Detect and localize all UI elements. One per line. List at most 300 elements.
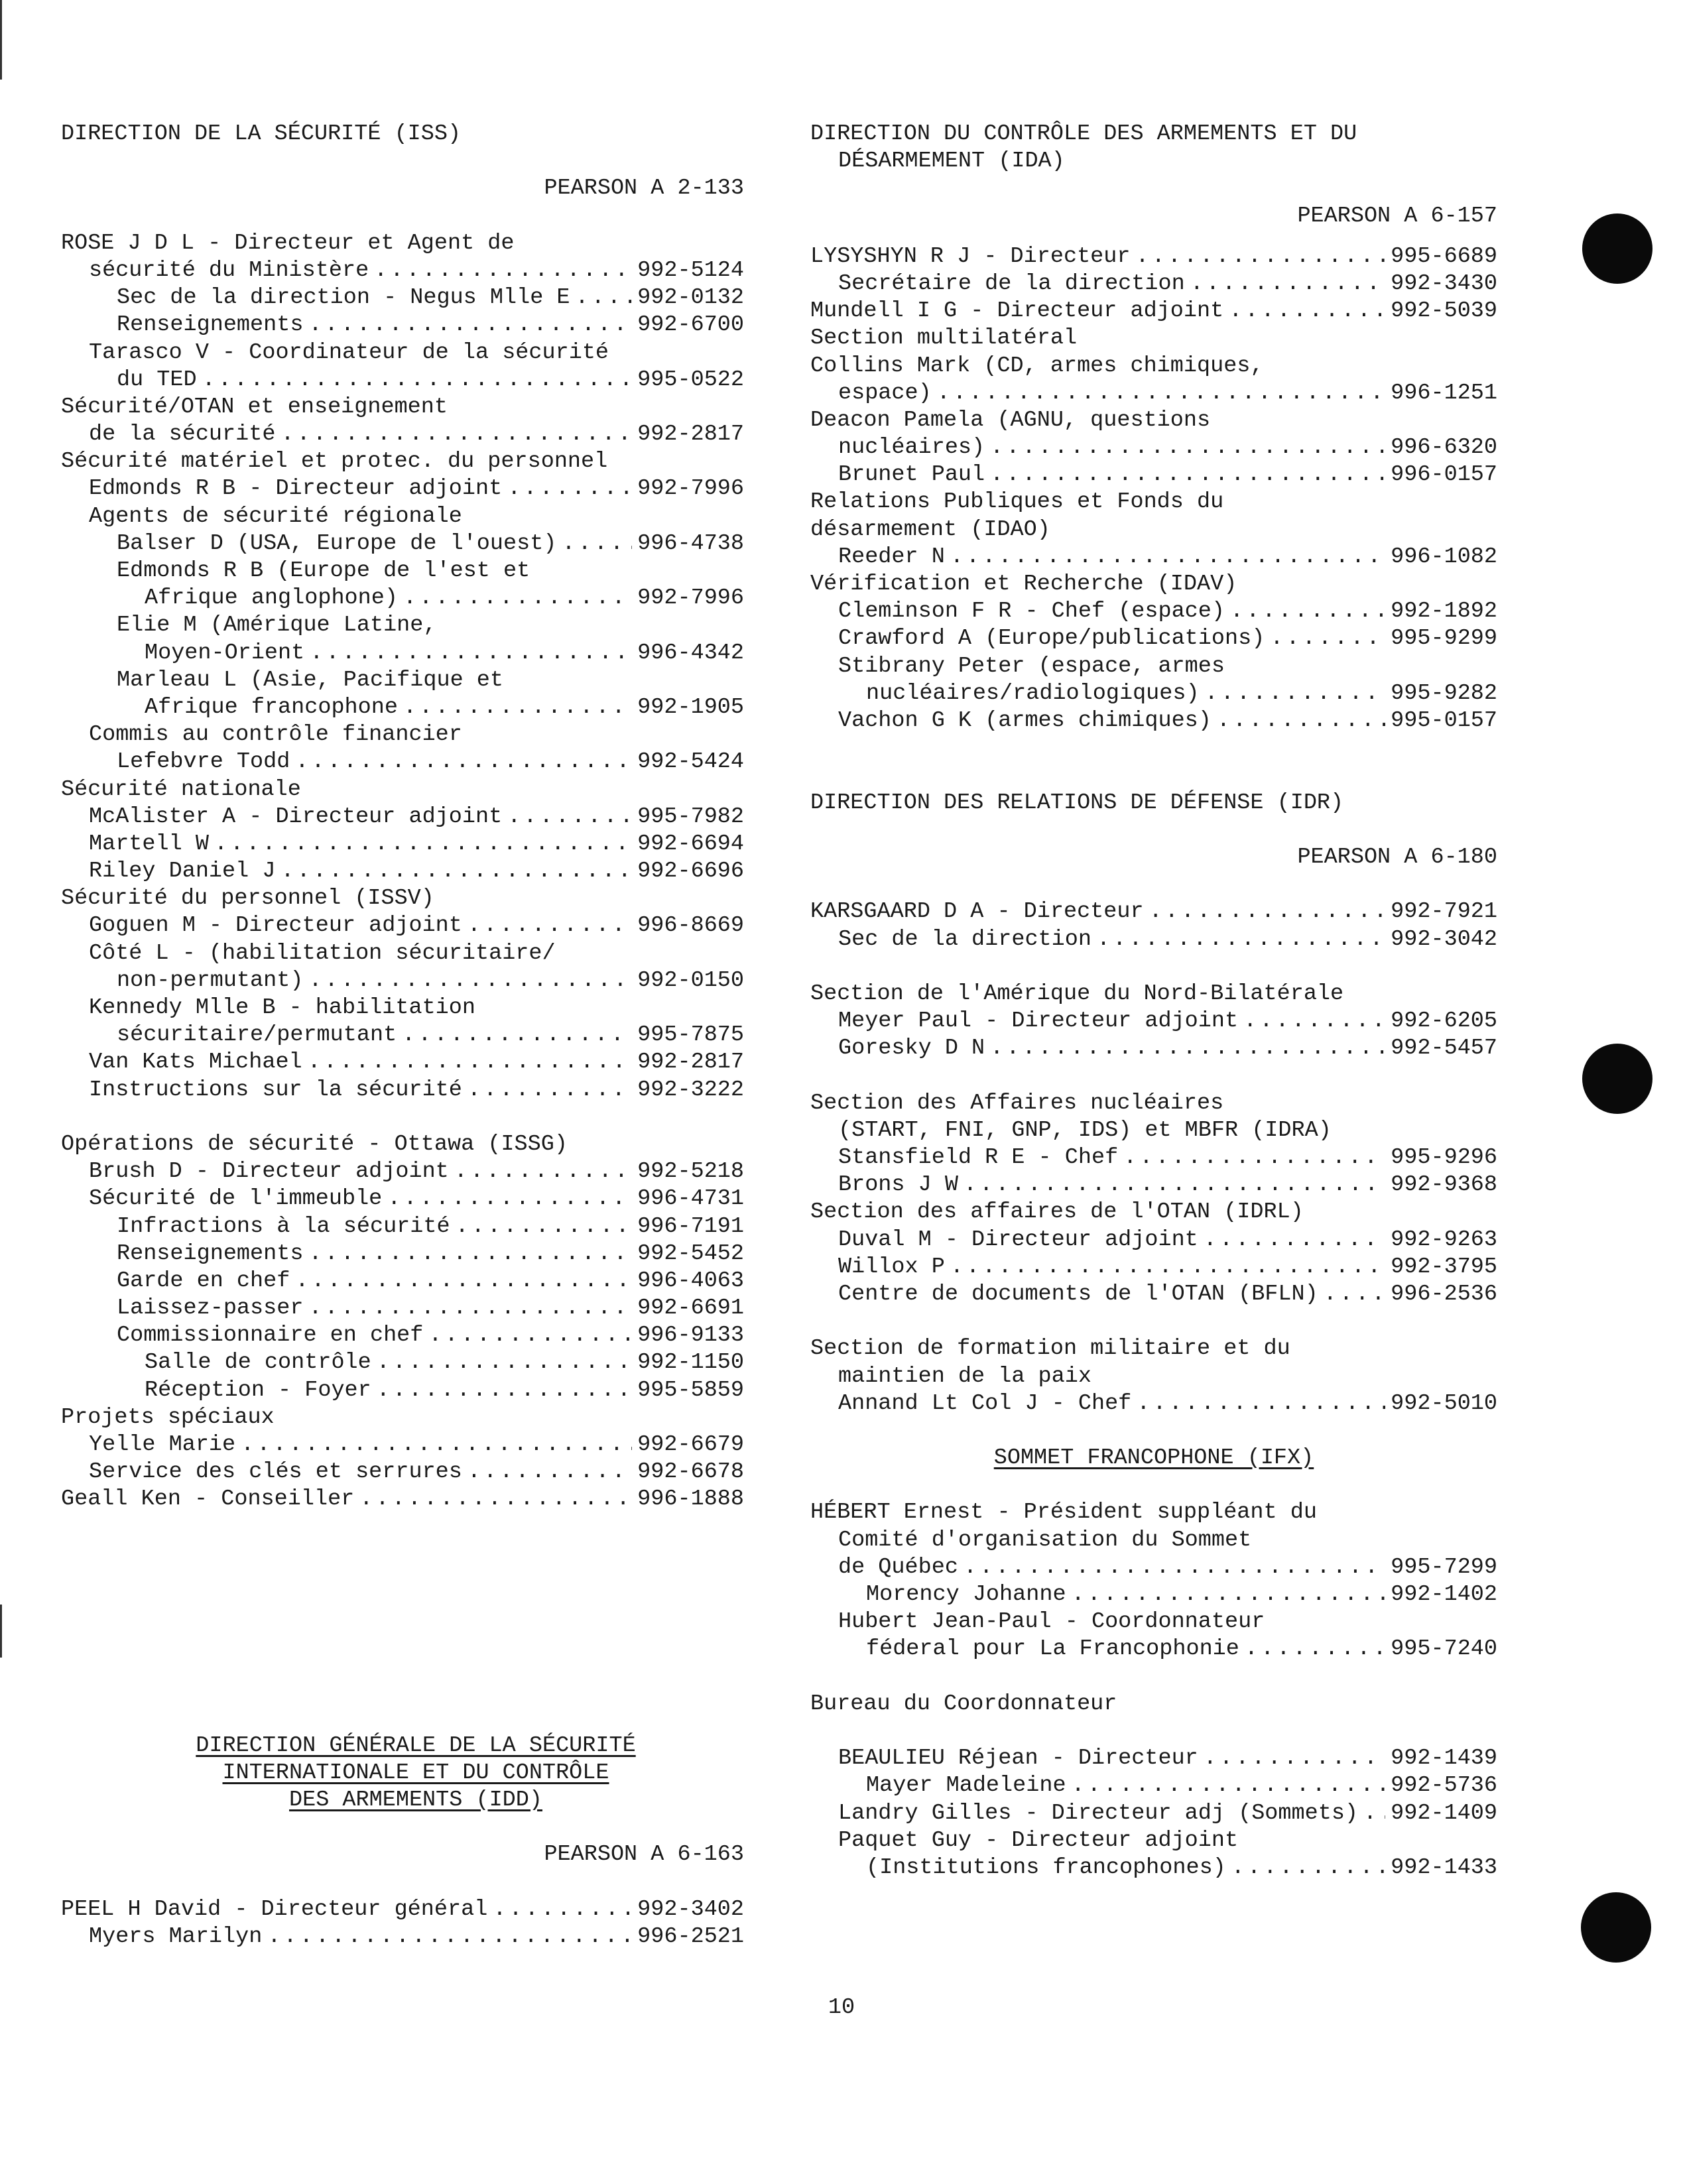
directory-heading-line: Sécurité du personnel (ISSV): [61, 886, 434, 912]
dot-leader: [468, 1459, 632, 1486]
entry-phone: 995-0522: [637, 367, 744, 393]
section-title-idd-line: INTERNATIONALE ET DU CONTRÔLE: [222, 1760, 609, 1786]
entry-phone: 995-6689: [1391, 243, 1497, 269]
entry-phone: 992-5124: [637, 257, 744, 283]
section-title-idr: DIRECTION DES RELATIONS DE DÉFENSE (IDR): [810, 790, 1344, 816]
directory-entry: [810, 544, 1497, 571]
directory-entry: [61, 1213, 744, 1241]
directory-heading-line: Relations Publiques et Fonds du: [810, 489, 1224, 515]
entry-name: Balser D (USA, Europe de l'ouest): [117, 530, 557, 556]
entry-phone: 992-5457: [1391, 1036, 1497, 1062]
entry-name: Garde en chef: [117, 1268, 290, 1294]
directory-entry: [61, 1049, 744, 1076]
entry-phone: 992-6700: [637, 312, 744, 338]
directory-entry: [810, 707, 1497, 735]
dot-leader: [1229, 298, 1385, 325]
directory-entry: [810, 1854, 1497, 1882]
entry-name: Service des clés et serrures: [89, 1459, 462, 1485]
directory-entry: [810, 1390, 1497, 1418]
entry-phone: 996-2521: [637, 1923, 744, 1949]
directory-entry: [810, 271, 1497, 298]
directory-entry: [810, 1035, 1497, 1062]
entry-phone: 992-0132: [637, 285, 744, 311]
entry-phone: 995-9299: [1391, 626, 1497, 652]
location-ida: PEARSON A 6-157: [1297, 203, 1497, 229]
entry-name: Duval M - Directeur adjoint: [838, 1227, 1198, 1252]
directory-entry: [61, 312, 744, 339]
directory-list-idd: [61, 1896, 744, 1951]
entry-phone: 992-3042: [1391, 926, 1497, 952]
entry-phone: 992-5736: [1391, 1773, 1497, 1799]
entry-name: Réception - Foyer: [145, 1377, 371, 1403]
entry-phone: 992-1433: [1391, 1854, 1497, 1880]
section-title-idd: [61, 1732, 744, 1815]
directory-entry: [810, 680, 1497, 707]
directory-heading-line: Sécurité nationale: [61, 776, 301, 802]
dot-leader: [456, 1213, 633, 1241]
entry-name: Myers Marilyn: [89, 1923, 263, 1949]
dot-leader: [202, 367, 633, 394]
directory-heading-line: Collins Mark (CD, armes chimiques,: [810, 353, 1264, 379]
entry-phone: 992-6694: [637, 831, 744, 857]
entry-name: Goguen M - Directeur adjoint: [89, 913, 462, 939]
dot-leader: [1072, 1581, 1386, 1608]
entry-name: espace): [838, 380, 932, 406]
entry-name: Annand Lt Col J - Chef: [838, 1390, 1132, 1416]
entry-phone: 992-6205: [1391, 1008, 1497, 1034]
directory-entry: [810, 1227, 1497, 1254]
directory-entry: [61, 475, 744, 503]
directory-entry: [810, 1772, 1497, 1799]
entry-name: Infractions à la sécurité: [117, 1213, 450, 1239]
spacer: [810, 953, 1497, 981]
dot-leader: [214, 831, 632, 858]
directory-entry: [61, 284, 744, 312]
directory-heading-line: Section de formation militaire et du: [810, 1336, 1290, 1362]
directory-entry: [810, 1172, 1497, 1199]
dot-leader: [403, 694, 632, 721]
entry-name: de Québec: [838, 1554, 958, 1580]
dot-leader: [1363, 1800, 1385, 1827]
entry-phone: 995-7875: [637, 1022, 744, 1048]
entry-phone: 992-3430: [1391, 271, 1497, 296]
entry-name: BEAULIEU Réjean - Directeur: [838, 1746, 1198, 1772]
spacer: [810, 1664, 1497, 1691]
directory-heading-line: Stibrany Peter (espace, armes: [838, 653, 1225, 679]
entry-phone: 995-9282: [1391, 680, 1497, 706]
directory-heading-line: Section de l'Amérique du Nord-Bilatérale: [810, 981, 1344, 1006]
dot-leader: [990, 434, 1385, 461]
dot-leader: [1217, 707, 1385, 735]
directory-heading-line: Paquet Guy - Directeur adjoint: [838, 1827, 1239, 1853]
entry-phone: 995-5859: [637, 1377, 744, 1403]
section-title-iss: DIRECTION DE LA SÉCURITÉ (ISS): [61, 121, 462, 147]
dot-leader: [1072, 1772, 1386, 1799]
directory-list-idr: [810, 898, 1497, 1418]
directory-entry: [61, 1185, 744, 1213]
entry-name: Brush D - Directeur adjoint: [89, 1159, 449, 1185]
section-title-ifx: [810, 1445, 1497, 1472]
entry-name: Yelle Marie: [89, 1432, 236, 1458]
dot-leader: [1230, 598, 1385, 625]
entry-name: Meyer Paul - Directeur adjoint: [838, 1008, 1239, 1034]
dot-leader: [403, 585, 632, 612]
entry-name: Crawford A (Europe/publications): [838, 626, 1265, 652]
entry-phone: 992-7996: [637, 585, 744, 611]
dot-leader: [1324, 1281, 1385, 1308]
entry-phone: 992-5452: [637, 1241, 744, 1266]
entry-phone: 992-9368: [1391, 1172, 1497, 1198]
entry-name: McAlister A - Directeur adjoint: [89, 804, 503, 829]
directory-entry: [61, 1322, 744, 1349]
directory-entry: [810, 380, 1497, 407]
dot-leader: [402, 1022, 632, 1049]
dot-leader: [374, 257, 632, 284]
entry-name: KARSGAARD D A - Directeur: [810, 899, 1144, 925]
dot-leader: [1204, 1745, 1385, 1772]
entry-name: Riley Daniel J: [89, 859, 276, 884]
entry-name: Afrique francophone: [145, 694, 398, 720]
directory-heading-line: (START, FNI, GNP, IDS) et MBFR (IDRA): [838, 1117, 1332, 1143]
dot-leader: [1137, 1390, 1385, 1418]
section-title-idd-line: DES ARMEMENTS (IDD): [289, 1788, 542, 1813]
dot-leader: [280, 421, 632, 448]
entry-name: Afrique anglophone): [145, 585, 398, 611]
dot-leader: [1231, 1854, 1385, 1882]
entry-name: Mayer Madeleine: [866, 1773, 1066, 1799]
dot-leader: [964, 1172, 1385, 1199]
directory-entry: [810, 298, 1497, 325]
directory-heading-line: Commis au contrôle financier: [89, 722, 462, 748]
entry-phone: 996-9133: [637, 1323, 744, 1349]
dot-leader: [377, 1377, 632, 1404]
entry-name: Cleminson F R - Chef (espace): [838, 599, 1225, 625]
directory-heading-line: Hubert Jean-Paul - Coordonnateur: [838, 1609, 1265, 1635]
entry-name: Renseignements: [117, 1241, 304, 1266]
entry-name: Landry Gilles - Directeur adj (Sommets): [838, 1800, 1359, 1826]
entry-phone: 992-1409: [1391, 1800, 1497, 1826]
dot-leader: [1243, 1008, 1385, 1035]
directory-entry: [810, 243, 1497, 271]
directory-entry: [810, 1008, 1497, 1035]
location-iss: PEARSON A 2-133: [544, 176, 744, 202]
dot-leader: [507, 804, 632, 831]
directory-entry: [810, 1254, 1497, 1281]
directory-entry: [61, 1158, 744, 1185]
dot-leader: [990, 1035, 1385, 1062]
dot-leader: [267, 1923, 632, 1951]
directory-heading-line: ROSE J D L - Directeur et Agent de: [61, 230, 515, 256]
entry-name: Secrétaire de la direction: [838, 271, 1185, 296]
dot-leader: [468, 912, 632, 940]
directory-entry: [61, 640, 744, 667]
entry-name: Instructions sur la sécurité: [89, 1077, 462, 1103]
dot-leader: [295, 749, 632, 776]
directory-entry: [810, 434, 1497, 461]
entry-phone: 992-1150: [637, 1350, 744, 1376]
entry-phone: 995-7240: [1391, 1636, 1497, 1662]
directory-entry: [61, 1022, 744, 1049]
dot-leader: [454, 1158, 632, 1185]
entry-name: Morency Johanne: [866, 1582, 1066, 1608]
dot-leader: [562, 530, 632, 558]
entry-phone: 996-1888: [637, 1486, 744, 1512]
entry-name: PEEL H David - Directeur général: [61, 1896, 488, 1922]
directory-entry: [61, 421, 744, 448]
entry-name: Edmonds R B - Directeur adjoint: [89, 476, 503, 502]
directory-heading-line: Kennedy Mlle B - habilitation: [89, 995, 475, 1021]
dot-leader: [310, 640, 632, 667]
directory-heading-line: Elie M (Amérique Latine,: [117, 613, 437, 638]
entry-name: Salle de contrôle: [145, 1350, 371, 1376]
directory-list-iss: [61, 230, 744, 1514]
directory-heading-line: Section multilatéral: [810, 326, 1078, 351]
page-number: 10: [828, 1995, 855, 2020]
spacer: [810, 1718, 1497, 1745]
entry-phone: 996-0157: [1391, 462, 1497, 488]
entry-phone: 996-4738: [637, 530, 744, 556]
directory-entry: [61, 1923, 744, 1951]
entry-phone: 992-0150: [637, 967, 744, 993]
directory-heading-line: Marleau L (Asie, Pacifique et: [117, 667, 503, 693]
entry-phone: 992-5039: [1391, 298, 1497, 324]
entry-name: Commissionnaire en chef: [117, 1323, 424, 1349]
directory-entry: [61, 804, 744, 831]
entry-phone: 992-6678: [637, 1459, 744, 1485]
directory-entry: [61, 858, 744, 885]
directory-entry: [61, 831, 744, 858]
dot-leader: [507, 475, 632, 503]
entry-name: Moyen-Orient: [145, 640, 305, 666]
dot-leader: [308, 312, 632, 339]
directory-heading-line: Edmonds R B (Europe de l'est et: [117, 558, 530, 584]
entry-name: nucléaires): [838, 435, 985, 461]
entry-name: non-permutant): [117, 967, 304, 993]
entry-name: de la sécurité: [89, 422, 276, 448]
dot-leader: [1123, 1144, 1385, 1172]
location-idd: PEARSON A 6-163: [544, 1842, 744, 1868]
entry-phone: 992-5218: [637, 1159, 744, 1185]
entry-phone: 995-0157: [1391, 707, 1497, 733]
directory-heading-line: Sécurité matériel et protec. du personnel: [61, 449, 608, 475]
directory-heading-line: Opérations de sécurité - Ottawa (ISSG): [61, 1131, 568, 1157]
directory-heading-line: désarmement (IDAO): [810, 516, 1050, 542]
directory-entry: [61, 1486, 744, 1513]
entry-phone: 992-6696: [637, 859, 744, 884]
entry-name: Reeder N: [838, 544, 945, 570]
entry-name: Stansfield R E - Chef: [838, 1145, 1119, 1171]
directory-entry: [61, 1377, 744, 1404]
section-title-ida-line: DIRECTION DU CONTRÔLE DES ARMEMENTS ET DU: [810, 121, 1357, 147]
right-column: [810, 121, 1497, 1882]
entry-phone: 992-5010: [1391, 1390, 1497, 1416]
entry-phone: 992-9263: [1391, 1227, 1497, 1252]
directory-entry: [810, 625, 1497, 652]
directory-entry: [61, 1295, 744, 1322]
entry-name: Brons J W: [838, 1172, 958, 1198]
entry-phone: 992-3402: [637, 1896, 744, 1922]
directory-entry: [810, 1144, 1497, 1172]
spacer: [61, 1104, 744, 1131]
directory-list-ifx: [810, 1499, 1497, 1882]
entry-name: LYSYSHYN R J - Directeur: [810, 243, 1131, 269]
entry-phone: 992-7996: [637, 476, 744, 502]
binder-hole: [1581, 1892, 1651, 1963]
entry-phone: 996-7191: [637, 1213, 744, 1239]
dot-leader: [950, 544, 1385, 571]
entry-name: Sec de la direction: [838, 926, 1091, 952]
dot-leader: [295, 1268, 632, 1295]
entry-name: Centre de documents de l'OTAN (BFLN): [838, 1281, 1318, 1307]
dot-leader: [308, 1241, 632, 1268]
directory-heading-line: Côté L - (habilitation sécuritaire/: [89, 940, 556, 966]
dot-leader: [950, 1254, 1385, 1281]
entry-phone: 992-3222: [637, 1077, 744, 1103]
spacer: [810, 1308, 1497, 1335]
entry-name: Lefebvre Todd: [117, 749, 290, 775]
entry-phone: 995-7982: [637, 804, 744, 829]
entry-name: Willox P: [838, 1254, 945, 1280]
directory-entry: [61, 367, 744, 394]
dot-leader: [308, 1295, 632, 1322]
dot-leader: [1270, 625, 1385, 652]
dot-leader: [280, 858, 632, 885]
entry-name: (Institutions francophones): [866, 1854, 1226, 1880]
spacer: [810, 1062, 1497, 1089]
directory-entry: [810, 1581, 1497, 1608]
left-margin-mark: [0, 1605, 2, 1658]
entry-phone: 992-3795: [1391, 1254, 1497, 1280]
directory-heading-line: HÉBERT Ernest - Président suppléant du: [810, 1500, 1317, 1526]
dot-leader: [493, 1896, 632, 1923]
entry-name: Martell W: [89, 831, 209, 857]
left-column: [61, 121, 744, 1951]
directory-entry: [61, 585, 744, 612]
entry-name: sécurité du Ministère: [89, 257, 369, 283]
entry-name: Renseignements: [117, 312, 304, 338]
section-title-idd-line: DIRECTION GÉNÉRALE DE LA SÉCURITÉ: [196, 1732, 636, 1758]
dot-leader: [1204, 1227, 1385, 1254]
directory-heading-line: Section des Affaires nucléaires: [810, 1090, 1224, 1116]
directory-entry: [810, 1745, 1497, 1772]
directory-heading-line: Section des affaires de l'OTAN (IDRL): [810, 1199, 1304, 1225]
directory-entry: [61, 749, 744, 776]
entry-phone: 992-1892: [1391, 599, 1497, 625]
entry-phone: 995-9296: [1391, 1145, 1497, 1171]
dot-leader: [387, 1185, 632, 1213]
dot-leader: [377, 1349, 632, 1376]
dot-leader: [1135, 243, 1385, 271]
directory-heading-line: Tarasco V - Coordinateur de la sécurité: [89, 339, 609, 365]
entry-phone: 996-4342: [637, 640, 744, 666]
section-title-ida-line: DÉSARMEMENT (IDA): [838, 149, 1065, 174]
entry-phone: 996-1251: [1391, 380, 1497, 406]
location-idr: PEARSON A 6-180: [1297, 844, 1497, 870]
directory-heading-line: Bureau du Coordonnateur: [810, 1691, 1117, 1717]
dot-leader: [576, 284, 633, 312]
entry-name: nucléaires/radiologiques): [866, 680, 1200, 706]
directory-heading-line: Comité d'organisation du Sommet: [838, 1527, 1252, 1553]
dot-leader: [1097, 926, 1385, 953]
dot-leader: [1245, 1636, 1385, 1663]
entry-phone: 996-2536: [1391, 1281, 1497, 1307]
dot-leader: [359, 1486, 632, 1513]
directory-entry: [61, 1431, 744, 1459]
dot-leader: [428, 1322, 632, 1349]
entry-phone: 992-2817: [637, 422, 744, 448]
directory-entry: [61, 530, 744, 558]
directory-entry: [810, 461, 1497, 489]
binder-hole: [1582, 213, 1652, 284]
entry-name: Sécurité de l'immeuble: [89, 1186, 383, 1212]
directory-entry: [61, 257, 744, 284]
entry-phone: 992-6679: [637, 1432, 744, 1458]
directory-heading-line: Sécurité/OTAN et enseignement: [61, 394, 448, 420]
directory-entry: [61, 1459, 744, 1486]
entry-phone: 992-5424: [637, 749, 744, 775]
entry-phone: 996-4731: [637, 1186, 744, 1212]
directory-entry: [61, 1241, 744, 1268]
entry-name: du TED: [117, 367, 197, 393]
directory-entry: [61, 1268, 744, 1295]
entry-phone: 992-1402: [1391, 1582, 1497, 1608]
section-title-ida: [810, 121, 1497, 175]
dot-leader: [308, 967, 632, 995]
directory-entry: [810, 598, 1497, 625]
directory-entry: [810, 1636, 1497, 1663]
entry-phone: 992-1905: [637, 694, 744, 720]
dot-leader: [990, 461, 1385, 489]
entry-name: Geall Ken - Conseiller: [61, 1486, 355, 1512]
entry-name: sécuritaire/permutant: [117, 1022, 397, 1048]
entry-name: Goresky D N: [838, 1036, 985, 1062]
entry-phone: 995-7299: [1391, 1554, 1497, 1580]
dot-leader: [964, 1554, 1385, 1581]
entry-name: Brunet Paul: [838, 462, 985, 488]
dot-leader: [468, 1077, 632, 1104]
entry-name: Laissez-passer: [117, 1296, 304, 1321]
entry-phone: 992-2817: [637, 1050, 744, 1075]
entry-name: Vachon G K (armes chimiques): [838, 707, 1212, 733]
dot-leader: [1205, 680, 1386, 707]
entry-name: Van Kats Michael: [89, 1050, 302, 1075]
dot-leader: [241, 1431, 632, 1459]
entry-phone: 996-8669: [637, 913, 744, 939]
entry-name: Mundell I G - Directeur adjoint: [810, 298, 1224, 324]
directory-heading-line: Deacon Pamela (AGNU, questions: [810, 407, 1211, 433]
directory-heading-line: Vérification et Recherche (IDAV): [810, 572, 1237, 597]
entry-phone: 992-6691: [637, 1296, 744, 1321]
section-title-ifx-text: SOMMET FRANCOPHONE (IFX): [993, 1445, 1314, 1471]
entry-phone: 992-1439: [1391, 1746, 1497, 1772]
entry-name: féderal pour La Francophonie: [866, 1636, 1239, 1662]
dot-leader: [1190, 271, 1385, 298]
directory-entry: [61, 967, 744, 995]
entry-phone: 996-1082: [1391, 544, 1497, 570]
directory-entry: [810, 926, 1497, 953]
directory-entry: [61, 1896, 744, 1923]
directory-entry: [61, 1077, 744, 1104]
directory-entry: [61, 694, 744, 721]
directory-entry: [61, 912, 744, 940]
directory-heading-line: Agents de sécurité régionale: [89, 503, 462, 529]
left-margin-mark: [0, 0, 2, 80]
directory-entry: [810, 1800, 1497, 1827]
dot-leader: [308, 1049, 633, 1076]
directory-list-ida: [810, 243, 1497, 735]
dot-leader: [937, 380, 1385, 407]
directory-entry: [810, 1281, 1497, 1308]
